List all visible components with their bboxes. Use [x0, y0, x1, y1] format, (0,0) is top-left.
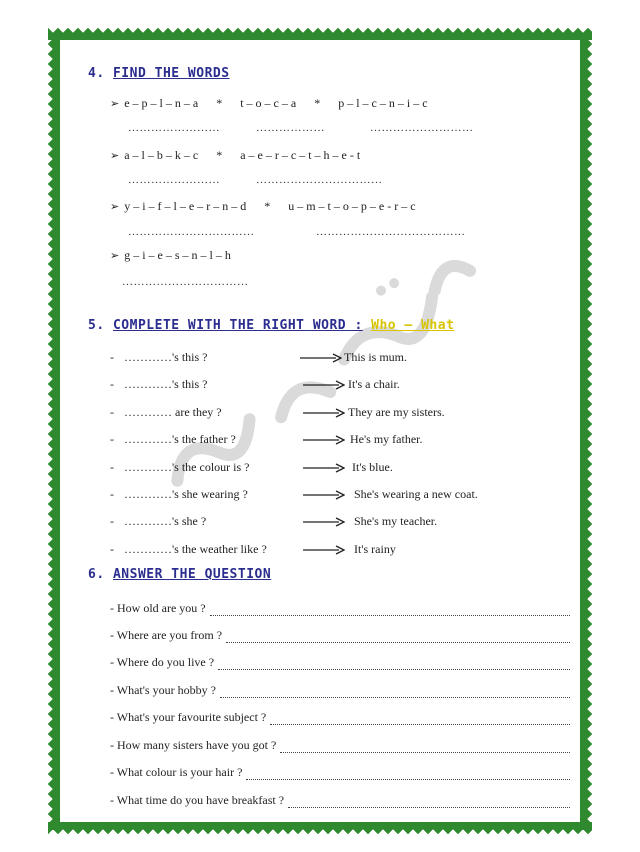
- right-arrow-icon: [303, 435, 345, 445]
- list-dash: -: [110, 514, 114, 528]
- find-row-3: [110, 199, 416, 214]
- answer-sentence: She's wearing a new coat.: [354, 487, 478, 501]
- arrow-bullet-icon: ➢: [110, 98, 120, 110]
- question-row: [110, 793, 570, 808]
- fill-in-question[interactable]: …………'s she ?: [124, 514, 207, 528]
- border-right-decoration: [580, 34, 594, 830]
- answer-blank[interactable]: ……………………: [128, 122, 220, 134]
- section-6-title: ANSWER THE QUESTION: [112, 567, 272, 582]
- answer-blank[interactable]: ………………: [256, 122, 325, 134]
- right-arrow-icon: [300, 353, 342, 363]
- border-bottom-decoration: [48, 822, 592, 836]
- list-dash: -: [110, 405, 114, 419]
- scrambled-word: g – i – e – s – n – l – h: [124, 248, 231, 262]
- right-arrow-icon: [303, 408, 345, 418]
- fill-in-question[interactable]: ………… are they ?: [124, 405, 222, 419]
- border-left-decoration: [46, 34, 60, 830]
- answer-sentence: He's my father.: [350, 432, 423, 446]
- section-5-number: 5.: [88, 318, 105, 333]
- right-arrow-icon: [303, 517, 345, 527]
- list-dash: -: [110, 542, 114, 556]
- fill-in-question[interactable]: …………'s this ?: [124, 350, 208, 364]
- question-row: [110, 683, 570, 698]
- answer-sentence: They are my sisters.: [348, 405, 445, 419]
- answer-blank[interactable]: ……………………: [128, 174, 220, 186]
- question-row: [110, 738, 570, 753]
- question-row: [110, 628, 570, 643]
- answer-sentence: She's my teacher.: [354, 514, 438, 528]
- answer-blank[interactable]: ……………………………: [122, 276, 249, 288]
- question-text: - What's your hobby ?: [110, 683, 216, 697]
- question-row: [110, 710, 570, 725]
- fill-in-question[interactable]: …………'s this ?: [124, 377, 208, 391]
- list-dash: -: [110, 350, 114, 364]
- scrambled-word: u – m – t – o – p – e - r – c: [288, 199, 416, 213]
- border-top-decoration: [48, 26, 592, 40]
- question-text: - Where are you from ?: [110, 628, 223, 642]
- fill-in-question[interactable]: …………'s the father ?: [124, 432, 236, 446]
- answer-line[interactable]: [220, 687, 570, 698]
- question-text: - Where do you live ?: [110, 655, 215, 669]
- find-row-2: [110, 148, 360, 163]
- star-separator: *: [216, 96, 223, 110]
- question-text: - What time do you have breakfast ?: [110, 793, 285, 807]
- answer-sentence: It's blue.: [352, 460, 393, 474]
- find-row-1: [110, 96, 428, 111]
- answer-blank[interactable]: ………………………: [370, 122, 474, 134]
- section-5-word-choices: Who – What: [371, 318, 455, 333]
- answer-line[interactable]: [270, 714, 570, 725]
- answer-blank[interactable]: …………………………………: [316, 226, 466, 238]
- section-4-title: FIND THE WORDS: [112, 66, 230, 81]
- question-row: [110, 765, 570, 780]
- question-text: - What's your favourite subject ?: [110, 710, 267, 724]
- right-arrow-icon: [303, 380, 345, 390]
- right-arrow-icon: [303, 490, 345, 500]
- scrambled-word: t – o – c – a: [240, 96, 297, 110]
- answer-line[interactable]: [210, 605, 570, 616]
- section-4-number: 4.: [88, 66, 105, 81]
- star-separator: *: [314, 96, 321, 110]
- arrow-bullet-icon: ➢: [110, 250, 120, 262]
- fill-in-question[interactable]: …………'s the weather like ?: [124, 542, 267, 556]
- scrambled-word: p – l – c – n – i – c: [338, 96, 428, 110]
- arrow-bullet-icon: ➢: [110, 150, 120, 162]
- answer-line[interactable]: [226, 632, 570, 643]
- answer-line[interactable]: [218, 659, 570, 670]
- section-6-heading: [88, 567, 271, 582]
- fill-in-question[interactable]: …………'s she wearing ?: [124, 487, 248, 501]
- answer-blank[interactable]: ……………………………: [128, 226, 255, 238]
- arrow-bullet-icon: ➢: [110, 201, 120, 213]
- list-dash: -: [110, 377, 114, 391]
- section-5-heading: [88, 318, 454, 333]
- section-6-number: 6.: [88, 567, 105, 582]
- list-dash: -: [110, 432, 114, 446]
- scrambled-word: y – i – f – l – e – r – n – d: [124, 199, 247, 213]
- question-text: - How many sisters have you got ?: [110, 738, 277, 752]
- star-separator: *: [216, 148, 223, 162]
- answer-line[interactable]: [288, 797, 570, 808]
- scrambled-word: a – l – b – k – c: [124, 148, 199, 162]
- answer-line[interactable]: [246, 769, 570, 780]
- right-arrow-icon: [303, 463, 345, 473]
- answer-blank[interactable]: ……………………………: [256, 174, 383, 186]
- answer-sentence: It's a chair.: [348, 377, 400, 391]
- star-separator: *: [264, 199, 271, 213]
- scrambled-word: a – e – r – c – t – h – e - t: [240, 148, 361, 162]
- section-4-heading: [88, 66, 230, 81]
- answer-sentence: This is mum.: [344, 350, 408, 364]
- scrambled-word: e – p – l – n – a: [124, 96, 199, 110]
- question-text: - How old are you ?: [110, 601, 206, 615]
- right-arrow-icon: [303, 545, 345, 555]
- find-row-4: [110, 248, 231, 263]
- fill-in-question[interactable]: …………'s the colour is ?: [124, 460, 250, 474]
- question-row: [110, 655, 570, 670]
- answer-sentence: It's rainy: [354, 542, 396, 556]
- section-5-title: COMPLETE WITH THE RIGHT WORD :: [112, 318, 363, 333]
- question-text: - What colour is your hair ?: [110, 765, 243, 779]
- question-row: [110, 601, 570, 616]
- list-dash: -: [110, 487, 114, 501]
- list-dash: -: [110, 460, 114, 474]
- answer-line[interactable]: [280, 742, 570, 753]
